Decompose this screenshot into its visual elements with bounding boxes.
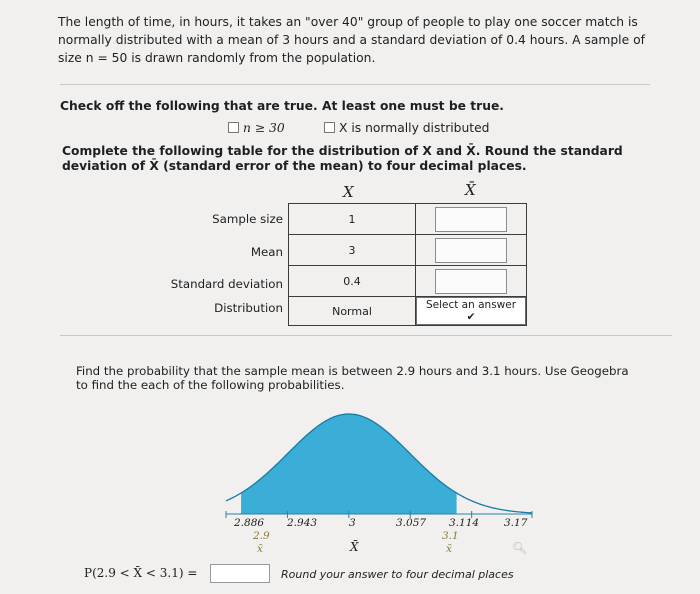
problem-intro: The length of time, in hours, it takes an "over 40" group of people to play one soccer match is normally distributed with a mean of 3 hours and a standard deviation of 0.4 hours. A sample of size n = 50 is drawn randomly from the population. <box>58 15 645 65</box>
checkbox-n-ge-30[interactable] <box>228 122 239 133</box>
row-label-distribution: Distribution <box>214 301 283 315</box>
rounding-note: Round your answer to four decimal places <box>281 568 514 581</box>
table-row <box>289 235 527 266</box>
input-xbar-sample-size[interactable] <box>435 207 507 232</box>
table-row <box>289 297 527 326</box>
col-header-x: X <box>343 183 354 201</box>
table-row <box>289 266 527 297</box>
cell-x-mean: 3 <box>289 235 416 266</box>
divider <box>60 84 650 85</box>
row-label-sample-size: Sample size <box>212 212 283 226</box>
upper-bound-label: 3.1 <box>442 530 459 542</box>
check-prompt: Check off the following that are true. At least one must be true. <box>60 99 504 113</box>
option-x-label: X is normally distributed <box>339 121 490 135</box>
tick-label: 3.114 <box>449 517 480 529</box>
tick-label: 3 <box>349 517 356 529</box>
shaded-area <box>241 414 456 514</box>
tick-label: 3.057 <box>396 517 427 529</box>
table-prompt-text: Complete the following table for the distribution of X and X̄. Round the standard deviation of X̄ (standard error of the mean) to four decimal places. <box>62 144 623 173</box>
cell-x-sample-size: 1 <box>289 204 416 235</box>
table-prompt <box>62 144 662 174</box>
chevron-down-icon: ✔ <box>466 311 476 323</box>
lower-xbar-label: x̄ <box>257 543 263 555</box>
option-x-normal[interactable] <box>324 121 489 135</box>
zoom-icon[interactable]: 🔍︎ <box>512 541 528 555</box>
tick-label: 2.943 <box>287 517 318 529</box>
divider <box>60 335 672 336</box>
table-row <box>289 204 527 235</box>
option-n-label: n ≥ 30 <box>243 121 285 135</box>
select-label: Select an answer <box>425 299 517 311</box>
lower-bound-label: 2.9 <box>253 530 270 542</box>
probability-prompt: Find the probability that the sample mean is between 2.9 hours and 3.1 hours. Use Geogebra to find the each of the following probabilities. <box>76 364 629 392</box>
axis-label-xbar: X̄ <box>350 540 359 554</box>
input-xbar-mean[interactable] <box>435 238 507 263</box>
normal-curve-graph <box>200 400 560 530</box>
tick-label: 2.886 <box>234 517 265 529</box>
row-label-mean: Mean <box>250 245 283 259</box>
checkbox-x-normal[interactable] <box>324 122 335 133</box>
cell-x-sd: 0.4 <box>289 266 416 297</box>
probability-expression <box>84 566 197 580</box>
row-label-sd: Standard deviation <box>170 277 283 291</box>
upper-xbar-label: x̄ <box>446 543 452 555</box>
distribution-select[interactable] <box>416 297 526 325</box>
input-xbar-sd[interactable] <box>435 269 507 294</box>
option-n-ge-30[interactable] <box>228 121 285 135</box>
tick-label: 3.17 <box>504 517 528 529</box>
distribution-table <box>288 203 527 326</box>
probability-expression-text: P(2.9 < X̄ < 3.1) = <box>84 566 198 580</box>
col-header-xbar: X̄ <box>465 181 476 199</box>
cell-x-distribution: Normal <box>289 297 416 326</box>
probability-answer-input[interactable] <box>210 564 270 583</box>
